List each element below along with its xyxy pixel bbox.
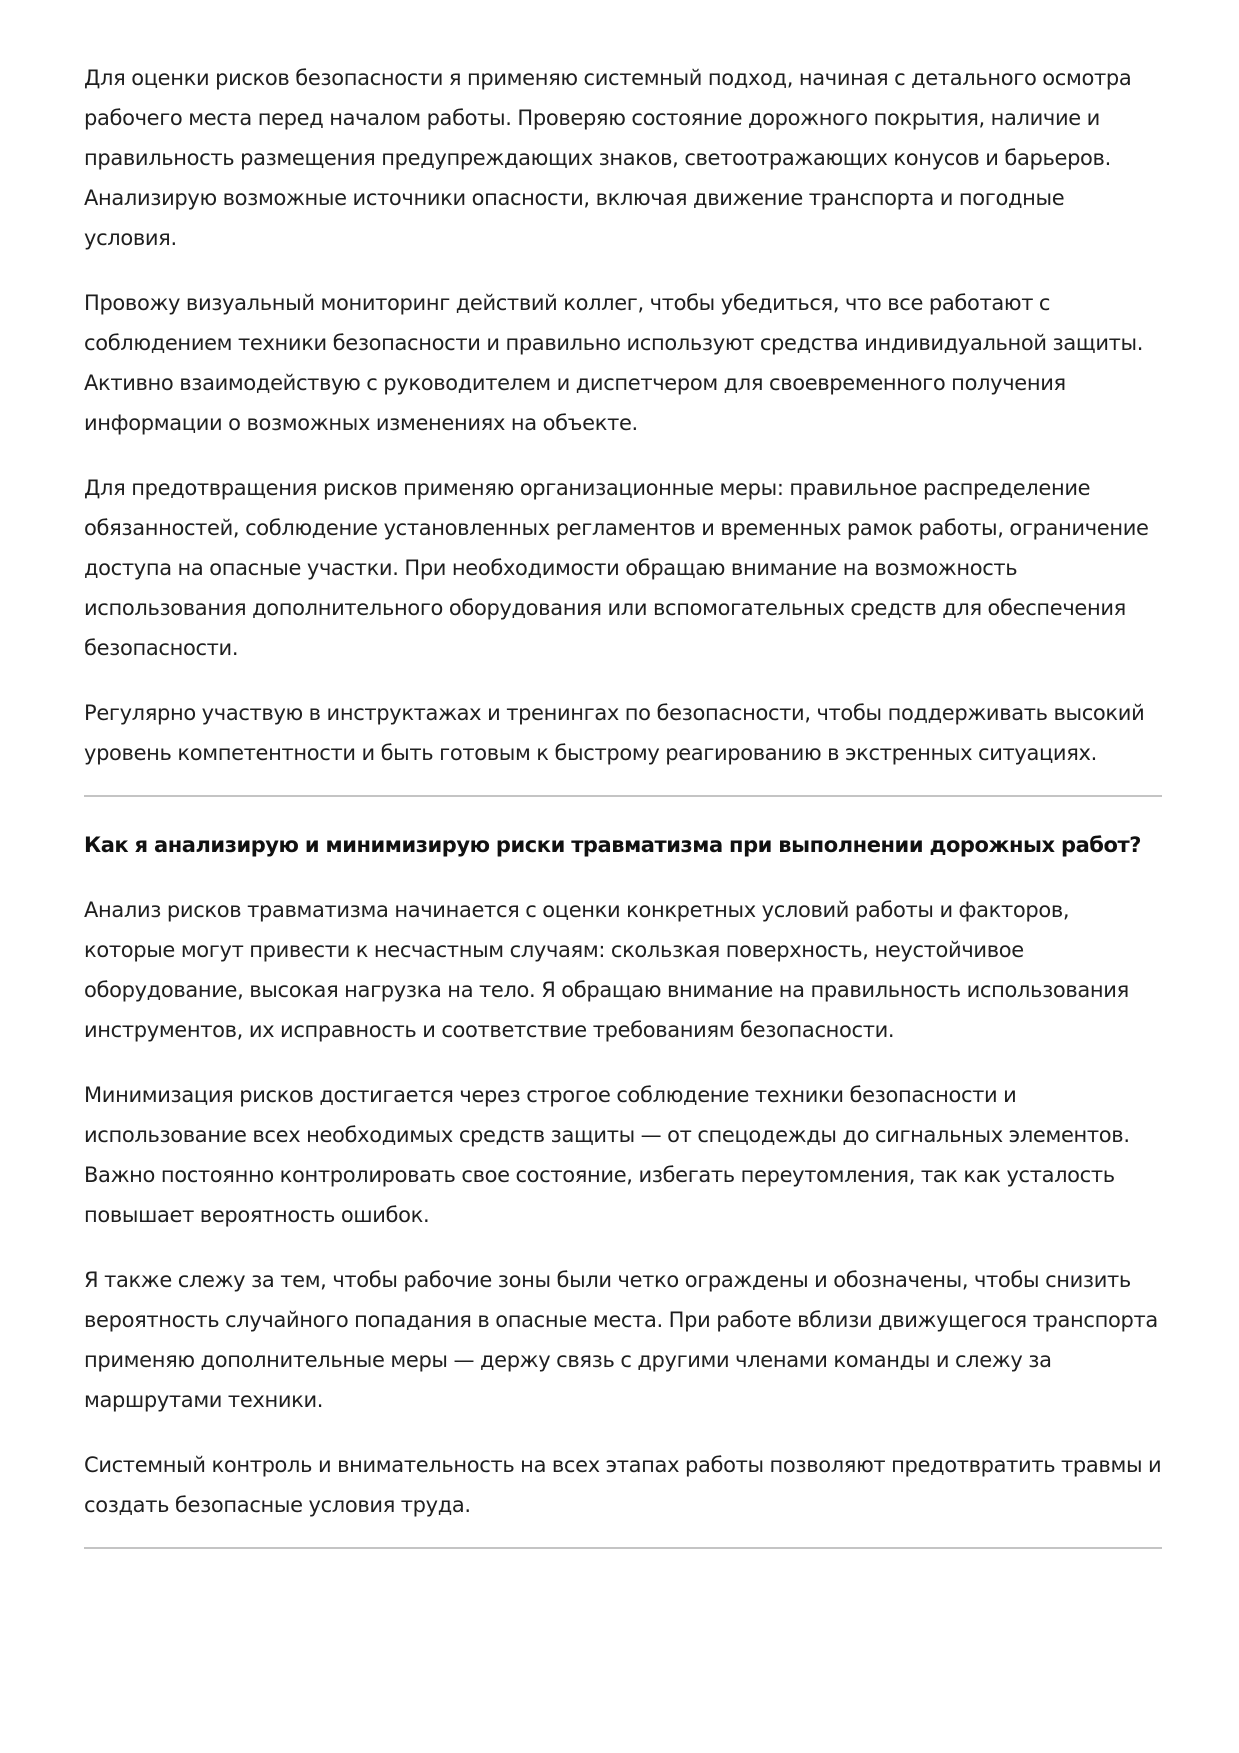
paragraph: Для оценки рисков безопасности я применяю системный подход, начиная с детального осмотра рабочего места перед началом работы. Проверяю состояние дорожного покрытия, наличие и правильность размещения предупреждающих знаков, светоотражающих конусов и барьеров. Анализирую возможные источники опасности, включая движение транспорта и погодные условия. xyxy=(84,66,1132,250)
paragraph: Системный контроль и внимательность на всех этапах работы позволяют предотвратить травмы и создать безопасные условия труда. xyxy=(84,1453,1162,1517)
section-divider xyxy=(84,795,1162,797)
paragraph: Анализ рисков травматизма начинается с оценки конкретных условий работы и факторов, которые могут привести к несчастным случаям: скользкая поверхность, неустойчивое оборудование, высокая нагрузка на тело. Я обращаю внимание на правильность использования инструментов, их исправность и соответствие требованиям безопасности. xyxy=(84,898,1129,1042)
paragraph: Провожу визуальный мониторинг действий коллег, чтобы убедиться, что все работают с соблюдением техники безопасности и правильно используют средства индивидуальной защиты. Активно взаимодействую с руководителем и диспетчером для своевременного получения информации о возможных изменениях на объекте. xyxy=(84,291,1144,435)
section-divider xyxy=(84,1547,1162,1549)
paragraph: Регулярно участвую в инструктажах и тренингах по безопасности, чтобы поддерживать высокий уровень компетентности и быть готовым к быстрому реагированию в экстренных ситуациях. xyxy=(84,701,1145,765)
section-injury-risk-analysis xyxy=(84,825,1162,1525)
section-heading: Как я анализирую и минимизирую риски травматизма при выполнении дорожных работ? xyxy=(84,833,1141,857)
paragraph: Минимизация рисков достигается через строгое соблюдение техники безопасности и использование всех необходимых средств защиты — от спецодежды до сигнальных элементов. Важно постоянно контролировать свое состояние, избегать переутомления, так как усталость повышает вероятность ошибок. xyxy=(84,1083,1130,1227)
document-page xyxy=(84,58,1162,1549)
paragraph: Для предотвращения рисков применяю организационные меры: правильное распределение обязанностей, соблюдение установленных регламентов и временных рамок работы, ограничение доступа на опасные участки. При необходимости обращаю внимание на возможность использования дополнительного оборудования или вспомогательных средств для обеспечения безопасности. xyxy=(84,476,1149,660)
section-safety-risk-assessment xyxy=(84,58,1162,773)
paragraph: Я также слежу за тем, чтобы рабочие зоны были четко ограждены и обозначены, чтобы снизить вероятность случайного попадания в опасные места. При работе вблизи движущегося транспорта применяю дополнительные меры — держу связь с другими членами команды и слежу за маршрутами техники. xyxy=(84,1268,1158,1412)
